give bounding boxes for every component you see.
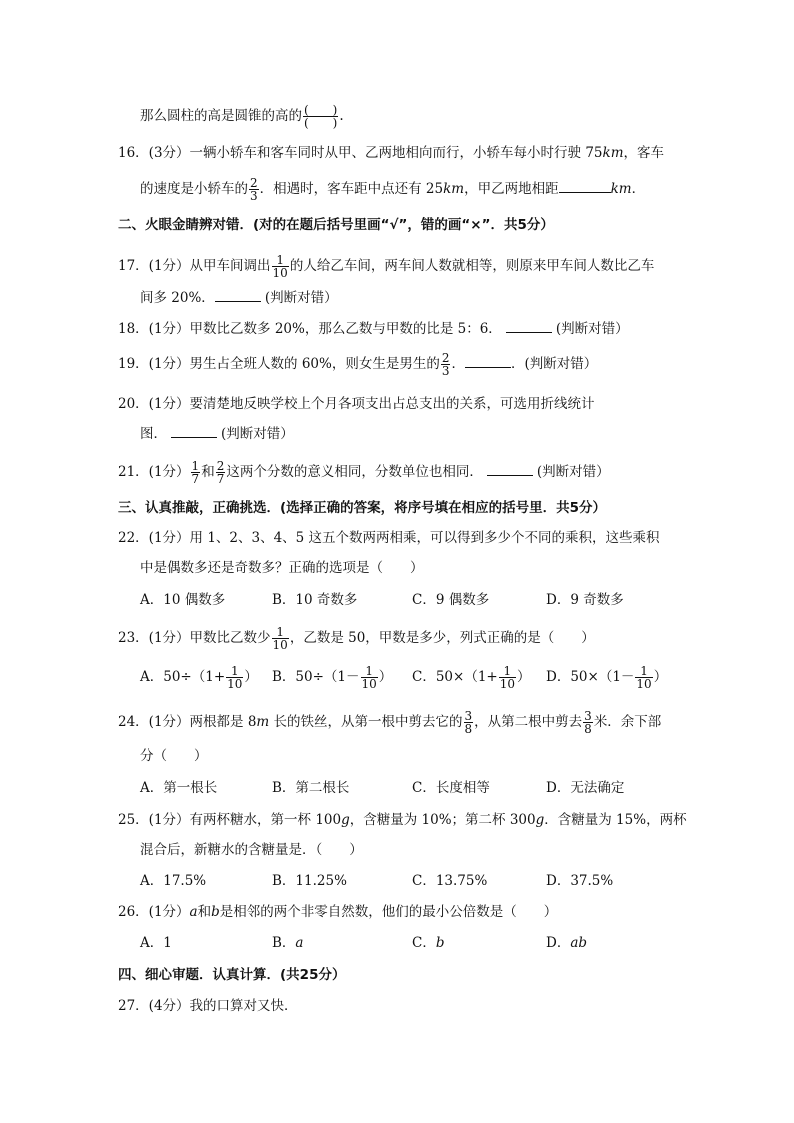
question-16-line2: 的速度是小轿车的 $\frac{2}{3}$ ．相遇时，客车距中点还有 25km，甲乙两地相距 km． — [140, 176, 646, 203]
question-21: 21．(1分） $\frac{1}{7}$ 和 $\frac{2}{7}$ 这两个分数的意义相同，分数单位也相同． (判断对错） — [118, 459, 610, 486]
option-c[interactable]: C．50×（1+ $\frac{1}{10}$ ） — [412, 664, 531, 691]
fraction: $\frac{3}{8}$ — [584, 709, 592, 736]
question-18: 18．(1分）甲数比乙数多 20%，那么乙数与甲数的比是 5：6． (判断对错） — [118, 321, 629, 337]
answer-blank[interactable] — [559, 192, 611, 193]
fraction: $\frac{3}{8}$ — [464, 709, 473, 736]
question-22-line1: 22．(1分）用 1、2、3、4、5 这五个数两两相乘，可以得到多少个不同的乘积，这些乘积 — [118, 530, 660, 546]
fraction: $\frac{1}{7}$ — [191, 459, 200, 486]
answer-blank[interactable] — [465, 367, 511, 368]
question-24-line2: 分（ ） — [140, 748, 208, 764]
answer-blank[interactable] — [215, 301, 261, 302]
q15-text: 那么圆柱的高是圆锥的高的 — [140, 108, 302, 124]
question-26: 26．(1分）a和b是相邻的两个非零自然数，他们的最小公倍数是（ ） — [118, 904, 558, 920]
option-d[interactable]: D．无法确定 — [546, 780, 625, 796]
q15-continuation: 那么圆柱的高是圆锥的高的 $\frac{( )}{( )}$ . — [140, 103, 344, 130]
option-b[interactable]: B．11.25% — [272, 873, 347, 889]
question-17-line2: 间多 20%． (判断对错） — [140, 290, 338, 306]
option-b[interactable]: B．a — [272, 935, 304, 951]
option-a[interactable]: A．10 偶数多 — [140, 592, 226, 608]
question-17-line1: 17．(1分）从甲车间调出 $\frac{1}{10}$ 的人给乙车间，两车间人数就相等，则原来甲车间人数比乙车 — [118, 253, 655, 280]
option-c[interactable]: C．13.75% — [412, 873, 488, 889]
option-b[interactable]: B．10 奇数多 — [272, 592, 358, 608]
option-d[interactable]: D．50×（1－ $\frac{1}{10}$ ） — [546, 664, 668, 691]
option-c[interactable]: C．9 偶数多 — [412, 592, 490, 608]
question-25-line2: 混合后，新糖水的含糖量是．（ ） — [140, 842, 363, 858]
fraction: $\frac{2}{7}$ — [216, 459, 225, 486]
question-20-line1: 20．(1分）要清楚地反映学校上个月各项支出占总支出的关系，可选用折线统计 — [118, 396, 595, 412]
question-22-line2: 中是偶数多还是奇数多？正确的选项是（ ） — [140, 560, 424, 576]
question-20-line2: 图． (判断对错） — [140, 426, 294, 442]
section-2-heading: 二、火眼金睛辨对错．(对的在题后括号里画“√”，错的画“×”．共5分） — [118, 217, 554, 233]
question-16-line1: 16．(3分）一辆小轿车和客车同时从甲、乙两地相向而行，小轿车每小时行驶 75km，客车 — [118, 145, 664, 161]
fraction: $\frac{2}{3}$ — [441, 351, 450, 378]
option-b[interactable]: B．50÷（1－ $\frac{1}{10}$ ） — [272, 664, 393, 691]
question-19: 19．(1分）男生占全班人数的 60%，则女生是男生的 $\frac{2}{3}$ ． ．(判断对错） — [118, 351, 598, 378]
option-b[interactable]: B．第二根长 — [272, 780, 350, 796]
q15-blank-fraction: $\frac{( )}{( )}$ — [304, 103, 338, 130]
option-c[interactable]: C．长度相等 — [412, 780, 490, 796]
question-27: 27．(4分）我的口算对又快． — [118, 998, 298, 1014]
section-4-heading: 四、细心审题．认真计算．(共25分） — [118, 967, 346, 983]
fraction: $\frac{2}{3}$ — [250, 176, 258, 203]
option-a[interactable]: A．第一根长 — [140, 780, 218, 796]
question-25-line1: 25．(1分）有两杯糖水，第一杯 100g，含糖量为 10%；第二杯 300g．含糖量为 15%，两杯 — [118, 812, 687, 828]
option-d[interactable]: D．37.5% — [546, 873, 614, 889]
option-a[interactable]: A．50÷（1+ $\frac{1}{10}$ ） — [140, 664, 258, 691]
answer-blank[interactable] — [171, 437, 217, 438]
option-c[interactable]: C．b — [412, 935, 445, 951]
option-d[interactable]: D．ab — [546, 935, 588, 951]
option-a[interactable]: A．1 — [140, 935, 172, 951]
fraction: $\frac{1}{10}$ — [272, 625, 288, 652]
option-a[interactable]: A．17.5% — [140, 873, 207, 889]
option-d[interactable]: D．9 奇数多 — [546, 592, 624, 608]
answer-blank[interactable] — [487, 475, 533, 476]
section-3-heading: 三、认真推敲，正确挑选．(选择正确的答案，将序号填在相应的括号里．共5分） — [118, 500, 607, 516]
question-23: 23．(1分）甲数比乙数少 $\frac{1}{10}$ ，乙数是 50，甲数是多少，列式正确的是（ ） — [118, 625, 595, 652]
answer-blank[interactable] — [506, 332, 552, 333]
question-24-line1: 24．(1分）两根都是 8m 长的铁丝，从第一根中剪去它的 $\frac{3}{8}$ ，从第二根中剪去 $\frac{3}{8}$ 米．余下部 — [118, 709, 662, 736]
fraction: $\frac{1}{10}$ — [272, 253, 288, 280]
